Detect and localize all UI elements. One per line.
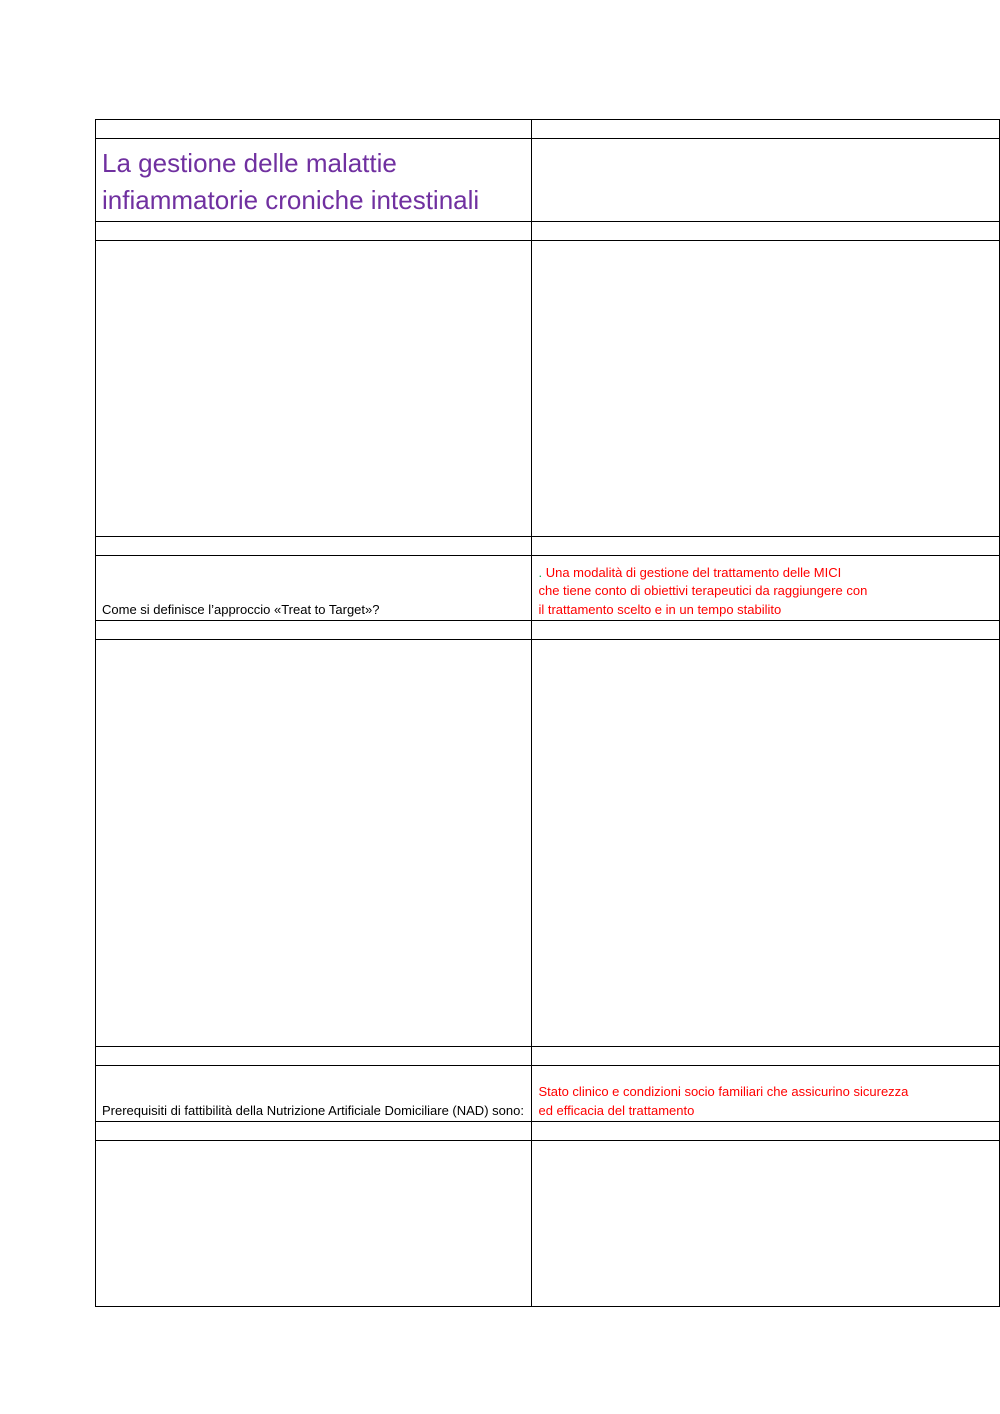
empty-cell [96,1047,532,1066]
empty-cell [532,120,1000,139]
spacer-row [96,120,1000,139]
spacer-row [96,1122,1000,1141]
empty-cell [532,222,1000,241]
spacer-row [96,1047,1000,1066]
empty-cell [96,1122,532,1141]
blank-row [96,640,1000,1047]
empty-cell [532,241,1000,537]
empty-cell [532,640,1000,1047]
empty-cell [532,621,1000,640]
empty-cell [532,1141,1000,1307]
answer-cell [532,556,1000,621]
bullet-dot: . [538,564,543,580]
blank-row [96,241,1000,537]
answer-line: Stato clinico e condizioni socio familiari che assicurino sicurezza [538,1084,909,1099]
question-cell [96,1066,532,1122]
empty-cell [96,640,532,1047]
answer-cell [532,1066,1000,1122]
answer-line [538,564,993,583]
empty-cell [532,1047,1000,1066]
title-row [96,139,1000,222]
answer-line: ed efficacia del trattamento [538,1102,695,1118]
empty-cell [532,537,1000,556]
empty-cell [96,120,532,139]
title-line-1: La gestione delle malattie [102,148,397,178]
qa-row-1 [96,556,1000,621]
qa-row-2 [96,1066,1000,1122]
empty-cell [96,621,532,640]
empty-cell [96,241,532,537]
question-text: Prerequisiti di fattibilità della Nutrizione Artificiale Domiciliare (NAD) sono: [102,1103,524,1118]
question-text: Come si definisce l’approccio «Treat to Target»? [102,602,380,617]
spacer-row [96,537,1000,556]
empty-cell [96,1141,532,1307]
spacer-row [96,621,1000,640]
empty-cell [96,537,532,556]
question-cell [96,556,532,621]
blank-row [96,1141,1000,1307]
answer-line: il trattamento scelto e in un tempo stabilito [538,601,782,617]
answer-text [538,1083,993,1121]
empty-cell [532,1122,1000,1141]
empty-cell [532,139,1000,222]
answer-line-text: Una modalità di gestione del trattamento delle MICI [542,564,842,580]
document-table [95,119,1000,1307]
answer-line: che tiene conto di obiettivi terapeutici da raggiungere con [538,583,868,598]
spacer-row [96,222,1000,241]
title-line-2: infiammatorie croniche intestinali [102,185,480,215]
page-title [102,145,525,221]
answer-text [538,564,993,621]
empty-cell [96,222,532,241]
title-cell [96,139,532,222]
